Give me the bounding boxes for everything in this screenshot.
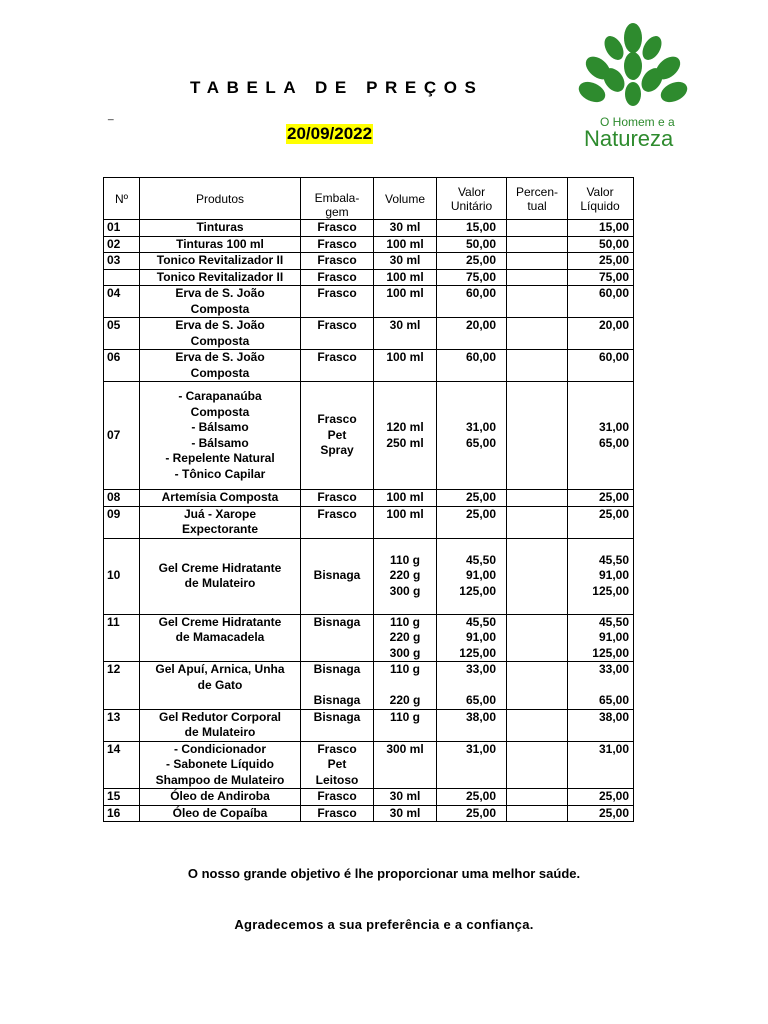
volume-value	[374, 253, 437, 270]
net-price	[568, 382, 634, 490]
product-name-line: Erva de S. João	[175, 350, 265, 364]
unit-price-line: 91,00	[465, 630, 496, 644]
unit-price	[437, 253, 507, 270]
volume-value-line: 220 g	[389, 693, 421, 707]
net-price-line	[571, 678, 629, 694]
product-name	[140, 382, 301, 490]
unit-price-line: 25,00	[465, 506, 496, 521]
volume-value-line: 120 ml	[386, 420, 424, 434]
net-price-line: 125,00	[592, 583, 629, 598]
volume-value	[374, 506, 437, 538]
table-row	[104, 490, 634, 507]
product-name-line: - Condicionador	[174, 741, 266, 756]
logo-wordmark: Natureza	[584, 126, 674, 151]
package-type-line: Frasco	[317, 805, 357, 820]
unit-price	[437, 490, 507, 507]
product-name	[140, 805, 301, 822]
product-name-line: Erva de S. João	[175, 286, 265, 300]
unit-price	[437, 318, 507, 350]
net-price-line: 60,00	[598, 350, 629, 364]
volume-value	[374, 490, 437, 507]
unit-price-line: 91,00	[465, 568, 496, 583]
unit-price	[437, 236, 507, 253]
net-price-line: 45,50	[598, 552, 629, 567]
package-type	[301, 538, 374, 614]
dash-mark: _	[108, 110, 114, 121]
volume-value-line: 100 ml	[386, 269, 424, 284]
package-type-line: Pet	[327, 757, 347, 771]
net-price	[568, 741, 634, 789]
header-percentual: Percen-tual	[507, 178, 568, 220]
net-price-line: 33,00	[598, 662, 629, 676]
net-price	[568, 709, 634, 741]
volume-value	[374, 614, 437, 662]
net-price-line: 91,00	[598, 568, 629, 583]
product-name-line: Tinturas 100 ml	[176, 236, 264, 251]
product-name-line: Expectorante	[181, 522, 259, 536]
net-price-line: 25,00	[598, 253, 629, 267]
product-name-line: Erva de S. João	[175, 318, 265, 332]
package-type-line: Bisnaga	[313, 568, 361, 583]
product-name-line: Composta	[190, 333, 250, 348]
volume-value-line: 220 g	[389, 568, 421, 583]
product-name-line: - Bálsamo	[191, 420, 249, 434]
net-price	[568, 220, 634, 237]
volume-value-line: 30 ml	[389, 318, 421, 332]
row-number	[104, 269, 140, 286]
header-volume: Volume	[374, 178, 437, 220]
table-row	[104, 614, 634, 662]
footer-thanks: Agradecemos a sua preferência e a confiança.	[234, 917, 534, 932]
volume-value-line: 100 ml	[386, 490, 424, 504]
unit-price	[437, 789, 507, 806]
volume-value-line: 30 ml	[389, 789, 421, 803]
table-row	[104, 805, 634, 822]
row-number: 08	[104, 490, 140, 507]
table-row	[104, 709, 634, 741]
volume-value-line: 100 ml	[386, 350, 424, 364]
package-type	[301, 350, 374, 382]
product-name	[140, 614, 301, 662]
page-title: TABELA DE PREÇOS	[190, 78, 484, 97]
net-price	[568, 662, 634, 710]
product-name-line: Composta	[190, 365, 250, 380]
percentual-value	[507, 318, 568, 350]
percentual-value	[507, 709, 568, 741]
percentual-value	[507, 538, 568, 614]
product-name-line: Composta	[190, 301, 250, 316]
row-number: 03	[104, 253, 140, 270]
volume-value	[374, 789, 437, 806]
net-price	[568, 538, 634, 614]
unit-price	[437, 269, 507, 286]
product-name	[140, 269, 301, 286]
package-type-line: Leitoso	[315, 772, 359, 787]
table-row	[104, 236, 634, 253]
net-price-line: 75,00	[598, 269, 629, 284]
net-price-line: 50,00	[598, 236, 629, 251]
row-number: 01	[104, 220, 140, 237]
package-type-line	[304, 678, 370, 694]
product-name	[140, 286, 301, 318]
package-type-line: Frasco	[317, 286, 357, 300]
package-type-line: Frasco	[317, 236, 357, 251]
net-price	[568, 253, 634, 270]
product-name-line: Artemísia Composta	[161, 490, 279, 504]
product-name-line: Óleo de Copaíba	[172, 805, 268, 820]
package-type	[301, 269, 374, 286]
unit-price	[437, 709, 507, 741]
unit-price-line: 38,00	[465, 709, 496, 724]
package-type	[301, 709, 374, 741]
package-type	[301, 614, 374, 662]
package-type-line: Frasco	[317, 253, 357, 267]
product-name-line: Juá - Xarope	[183, 506, 257, 521]
volume-value-line: 100 ml	[386, 286, 424, 300]
percentual-value	[507, 506, 568, 538]
product-name-line: Gel Redutor Corporal	[158, 709, 281, 724]
product-name	[140, 350, 301, 382]
package-type-line: Frasco	[317, 490, 357, 504]
product-name	[140, 318, 301, 350]
package-type	[301, 789, 374, 806]
volume-value-line: 300 g	[389, 645, 421, 660]
package-type	[301, 662, 374, 710]
net-price-line: 60,00	[598, 286, 629, 300]
product-name	[140, 220, 301, 237]
percentual-value	[507, 269, 568, 286]
net-price	[568, 236, 634, 253]
net-price	[568, 805, 634, 822]
table-row	[104, 253, 634, 270]
package-type-line: Frasco	[317, 220, 357, 234]
net-price-line: 15,00	[598, 220, 629, 234]
volume-value	[374, 538, 437, 614]
row-number: 05	[104, 318, 140, 350]
net-price	[568, 269, 634, 286]
row-number: 12	[104, 662, 140, 710]
net-price	[568, 318, 634, 350]
table-row	[104, 286, 634, 318]
package-type-line: Frasco	[317, 741, 357, 756]
volume-value-line: 220 g	[389, 630, 421, 644]
volume-value-line: 110 g	[389, 709, 421, 724]
product-name-line: Tonico Revitalizador II	[156, 269, 284, 284]
package-type	[301, 490, 374, 507]
table-header-row	[104, 178, 634, 220]
product-name-line: Gel Creme Hidratante	[158, 614, 282, 629]
unit-price-line: 25,00	[465, 490, 496, 504]
product-name-line: Shampoo de Mulateiro	[155, 772, 285, 787]
product-name-line: - Repelente Natural	[165, 451, 275, 465]
net-price-line: 25,00	[598, 506, 629, 521]
volume-value-line: 30 ml	[389, 253, 421, 267]
package-type-line: Frasco	[317, 350, 357, 364]
unit-price-line: 45,50	[465, 614, 496, 629]
net-price-line: 25,00	[598, 805, 629, 820]
unit-price	[437, 662, 507, 710]
volume-value	[374, 269, 437, 286]
logo-tagline: O Homem e a	[600, 115, 675, 129]
percentual-value	[507, 220, 568, 237]
table-row	[104, 741, 634, 789]
volume-value	[374, 662, 437, 710]
net-price	[568, 490, 634, 507]
volume-value-line: 250 ml	[386, 435, 424, 450]
product-name-line: Tinturas	[196, 220, 244, 234]
header-embalagem: Embala-gem	[301, 178, 374, 220]
volume-value	[374, 318, 437, 350]
percentual-value	[507, 805, 568, 822]
table-row	[104, 538, 634, 614]
unit-price-line: 33,00	[465, 662, 496, 676]
unit-price-line: 31,00	[465, 420, 496, 434]
product-name	[140, 490, 301, 507]
unit-price-line: 75,00	[465, 269, 496, 284]
product-name-line: de Mulateiro	[184, 576, 256, 590]
footer-objective: O nosso grande objetivo é lhe proporcionar uma melhor saúde.	[187, 866, 581, 881]
package-type	[301, 220, 374, 237]
table-row	[104, 662, 634, 710]
product-name	[140, 709, 301, 741]
package-type-line: Bisnaga	[313, 709, 361, 724]
product-name-line: - Sabonete Líquido	[166, 757, 274, 771]
table-row	[104, 350, 634, 382]
volume-value	[374, 220, 437, 237]
unit-price	[437, 220, 507, 237]
net-price-line: 25,00	[598, 490, 629, 504]
net-price-line: 65,00	[598, 435, 629, 450]
product-name	[140, 253, 301, 270]
product-name-line: - Carapanaúba	[178, 389, 262, 403]
net-price-line: 65,00	[598, 693, 629, 707]
row-number: 06	[104, 350, 140, 382]
package-type-line: Spray	[320, 443, 354, 458]
unit-price-line: 65,00	[465, 435, 496, 450]
net-price-line: 125,00	[592, 645, 629, 660]
row-number: 09	[104, 506, 140, 538]
package-type	[301, 506, 374, 538]
net-price-line: 20,00	[598, 318, 629, 332]
product-name-line: de Mamacadela	[175, 630, 265, 644]
percentual-value	[507, 789, 568, 806]
table-row	[104, 220, 634, 237]
unit-price-line: 65,00	[465, 693, 496, 707]
net-price	[568, 286, 634, 318]
volume-value-line: 30 ml	[389, 805, 421, 820]
package-type	[301, 253, 374, 270]
package-type-line: Frasco	[317, 789, 357, 803]
row-number: 16	[104, 805, 140, 822]
percentual-value	[507, 741, 568, 789]
volume-value-line: 110 g	[389, 552, 421, 567]
table-row	[104, 269, 634, 286]
product-name	[140, 538, 301, 614]
product-name-line: Gel Apuí, Arnica, Unha	[155, 662, 285, 676]
percentual-value	[507, 614, 568, 662]
row-number: 04	[104, 286, 140, 318]
product-name-line: - Bálsamo	[191, 435, 249, 450]
package-type-line: Frasco	[317, 506, 357, 521]
volume-value	[374, 805, 437, 822]
product-name-line: Composta	[190, 404, 250, 419]
unit-price-line: 31,00	[465, 741, 496, 756]
volume-value-line: 110 g	[389, 662, 421, 676]
net-price	[568, 614, 634, 662]
unit-price-line: 25,00	[465, 253, 496, 267]
volume-value	[374, 382, 437, 490]
volume-value-line: 100 ml	[386, 506, 424, 521]
product-name-line: Tonico Revitalizador II	[156, 253, 284, 267]
percentual-value	[507, 350, 568, 382]
net-price	[568, 789, 634, 806]
row-number: 15	[104, 789, 140, 806]
table-body	[104, 220, 634, 822]
product-name-line: de Mulateiro	[184, 725, 256, 739]
table-row	[104, 789, 634, 806]
unit-price	[437, 538, 507, 614]
package-type	[301, 382, 374, 490]
product-name	[140, 506, 301, 538]
net-price-line: 45,50	[598, 614, 629, 629]
volume-value	[374, 236, 437, 253]
unit-price	[437, 741, 507, 789]
row-number: 14	[104, 741, 140, 789]
row-number: 10	[104, 538, 140, 614]
table-row	[104, 506, 634, 538]
unit-price	[437, 382, 507, 490]
net-price-line: 31,00	[598, 420, 629, 434]
net-price-line: 25,00	[598, 789, 629, 803]
unit-price	[437, 286, 507, 318]
product-name-line: de Gato	[197, 677, 243, 692]
row-number: 07	[104, 382, 140, 490]
unit-price-line: 25,00	[465, 805, 496, 820]
volume-value	[374, 709, 437, 741]
unit-price-line	[440, 678, 496, 694]
row-number: 02	[104, 236, 140, 253]
table-row	[104, 382, 634, 490]
header-valor-unitario: Valor Unitário	[437, 178, 507, 220]
volume-value-line	[377, 678, 433, 694]
unit-price-line: 20,00	[465, 318, 496, 332]
volume-value	[374, 350, 437, 382]
percentual-value	[507, 382, 568, 490]
unit-price	[437, 805, 507, 822]
header-n: Nº	[104, 178, 140, 220]
product-name	[140, 662, 301, 710]
unit-price	[437, 350, 507, 382]
net-price-line: 91,00	[598, 630, 629, 644]
volume-value-line: 300 g	[389, 583, 421, 598]
unit-price-line: 125,00	[459, 583, 496, 598]
package-type-line: Bisnaga	[313, 693, 361, 707]
date-highlight: 20/09/2022	[287, 124, 373, 143]
volume-value-line: 30 ml	[389, 220, 421, 234]
row-number: 13	[104, 709, 140, 741]
package-type	[301, 805, 374, 822]
net-price-line: 31,00	[598, 741, 629, 756]
unit-price-line: 60,00	[465, 286, 496, 300]
net-price	[568, 506, 634, 538]
product-name	[140, 236, 301, 253]
package-type-line: Frasco	[317, 269, 357, 284]
percentual-value	[507, 662, 568, 710]
product-name	[140, 789, 301, 806]
unit-price-line: 15,00	[465, 220, 496, 234]
unit-price-line: 50,00	[465, 236, 496, 251]
percentual-value	[507, 286, 568, 318]
product-name-line: - Tônico Capilar	[174, 466, 266, 481]
package-type-line: Bisnaga	[313, 614, 361, 629]
row-number: 11	[104, 614, 140, 662]
package-type-line: Frasco	[317, 412, 357, 427]
header-valor-liquido: Valor Líquido	[568, 178, 634, 220]
unit-price-line: 25,00	[465, 789, 496, 803]
volume-value-line: 100 ml	[386, 236, 424, 251]
unit-price-line: 60,00	[465, 350, 496, 364]
package-type	[301, 286, 374, 318]
unit-price-line: 45,50	[465, 552, 496, 567]
product-name-line: Gel Creme Hidratante	[158, 560, 282, 575]
volume-value	[374, 286, 437, 318]
package-type-line: Bisnaga	[313, 662, 361, 676]
unit-price-line: 125,00	[459, 645, 496, 660]
volume-value-line: 110 g	[389, 614, 421, 629]
percentual-value	[507, 253, 568, 270]
package-type	[301, 741, 374, 789]
price-table	[103, 177, 634, 822]
unit-price	[437, 614, 507, 662]
package-type-line: Frasco	[317, 318, 357, 332]
package-type	[301, 236, 374, 253]
package-type	[301, 318, 374, 350]
header-produtos: Produtos	[140, 178, 301, 220]
unit-price	[437, 506, 507, 538]
percentual-value	[507, 236, 568, 253]
volume-value	[374, 741, 437, 789]
net-price-line: 38,00	[598, 709, 629, 724]
table-row	[104, 318, 634, 350]
percentual-value	[507, 490, 568, 507]
package-type-line: Pet	[327, 427, 347, 442]
product-name-line: Óleo de Andiroba	[170, 789, 270, 803]
product-name	[140, 741, 301, 789]
volume-value-line: 300 ml	[386, 741, 424, 756]
net-price	[568, 350, 634, 382]
